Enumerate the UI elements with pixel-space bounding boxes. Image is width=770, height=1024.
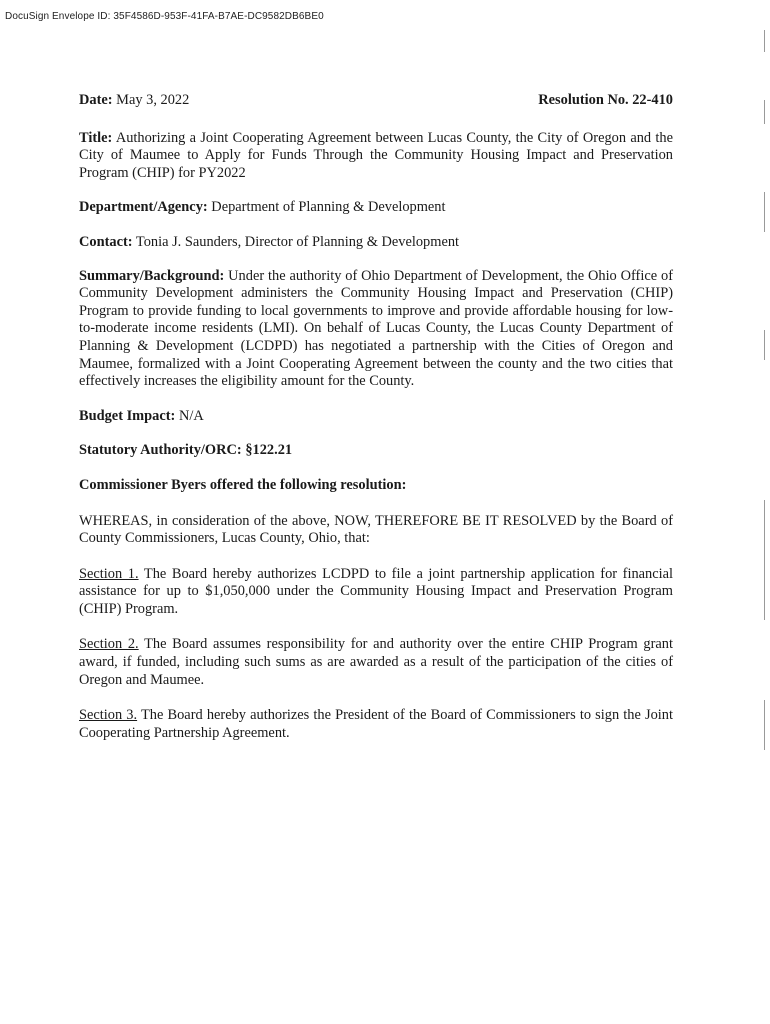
contact-paragraph	[79, 234, 673, 252]
date-label: Date:	[79, 92, 113, 108]
section-1-paragraph	[79, 566, 673, 619]
resolution-number: Resolution No. 22-410	[538, 92, 673, 108]
contact-text: Tonia J. Saunders, Director of Planning & Development	[135, 233, 460, 250]
section-1-text: The Board hereby authorizes LCDPD to file a joint partnership application for financial assistance for up to $1,050,000 under the Community Housing Impact and Preservation Program (CHIP) Program.	[79, 565, 673, 617]
title-paragraph	[79, 130, 673, 183]
section-2-text: The Board assumes responsibility for and authority over the entire CHIP Program grant award, if funded, including such sums as are awarded as a result of the participation of the cities of Oregon and Maumee.	[79, 636, 674, 688]
section-2-paragraph	[79, 636, 673, 689]
title-text: Authorizing a Joint Cooperating Agreement between Lucas County, the City of Oregon and the City of Maumee to Apply for Funds Through the Community Housing Impact and Preservation Program (CHIP) for PY2022	[79, 129, 673, 181]
contact-label: Contact:	[79, 233, 133, 250]
whereas-paragraph: WHEREAS, in consideration of the above, NOW, THEREFORE BE IT RESOLVED by the Board of County Commissioners, Lucas County, Ohio, that:	[79, 512, 673, 547]
title-label: Title:	[79, 129, 113, 146]
budget-label: Budget Impact:	[79, 407, 176, 424]
summary-text: Under the authority of Ohio Department of Development, the Ohio Office of Community Development administers the Community Housing Impact and Preservation (CHIP) Program to provide funding to local governments to improve and provide affordable housing for low-to-moderate income residents (LMI). On behalf of Lucas County, the Lucas County Department of Planning & Development (LCDPD) has negotiated a partnership with the Cities of Oregon and Maumee, formalized with a Joint Cooperating Agreement between the county and the two cities that effectively increases the eligibility amount for the County.	[79, 267, 673, 390]
date-line	[79, 92, 189, 110]
docusign-envelope-id: DocuSign Envelope ID: 35F4586D-953F-41FA-B7AE-DC9582DB6BE0	[5, 11, 324, 22]
department-paragraph	[79, 199, 673, 217]
section-2-label: Section 2.	[79, 636, 139, 653]
statutory-text: §122.21	[245, 442, 293, 459]
resolution-document	[79, 92, 673, 742]
statutory-paragraph	[79, 442, 673, 460]
summary-paragraph	[79, 268, 673, 391]
offered-paragraph: Commissioner Byers offered the following resolution:	[79, 476, 407, 493]
header-row	[79, 92, 673, 110]
department-label: Department/Agency:	[79, 199, 208, 216]
department-text: Department of Planning & Development	[211, 199, 446, 216]
statutory-label: Statutory Authority/ORC:	[79, 442, 242, 459]
budget-paragraph	[79, 408, 673, 426]
section-3-label: Section 3.	[79, 707, 138, 724]
section-3-paragraph	[79, 707, 673, 742]
date-value: May 3, 2022	[116, 92, 190, 108]
section-1-label: Section 1.	[79, 565, 139, 582]
budget-text: N/A	[178, 407, 204, 424]
section-3-text: The Board hereby authorizes the President of the Board of Commissioners to sign the Joint Cooperating Partnership Agreement.	[79, 707, 674, 741]
summary-label: Summary/Background:	[79, 267, 225, 284]
scan-edge-marks	[762, 0, 768, 1024]
